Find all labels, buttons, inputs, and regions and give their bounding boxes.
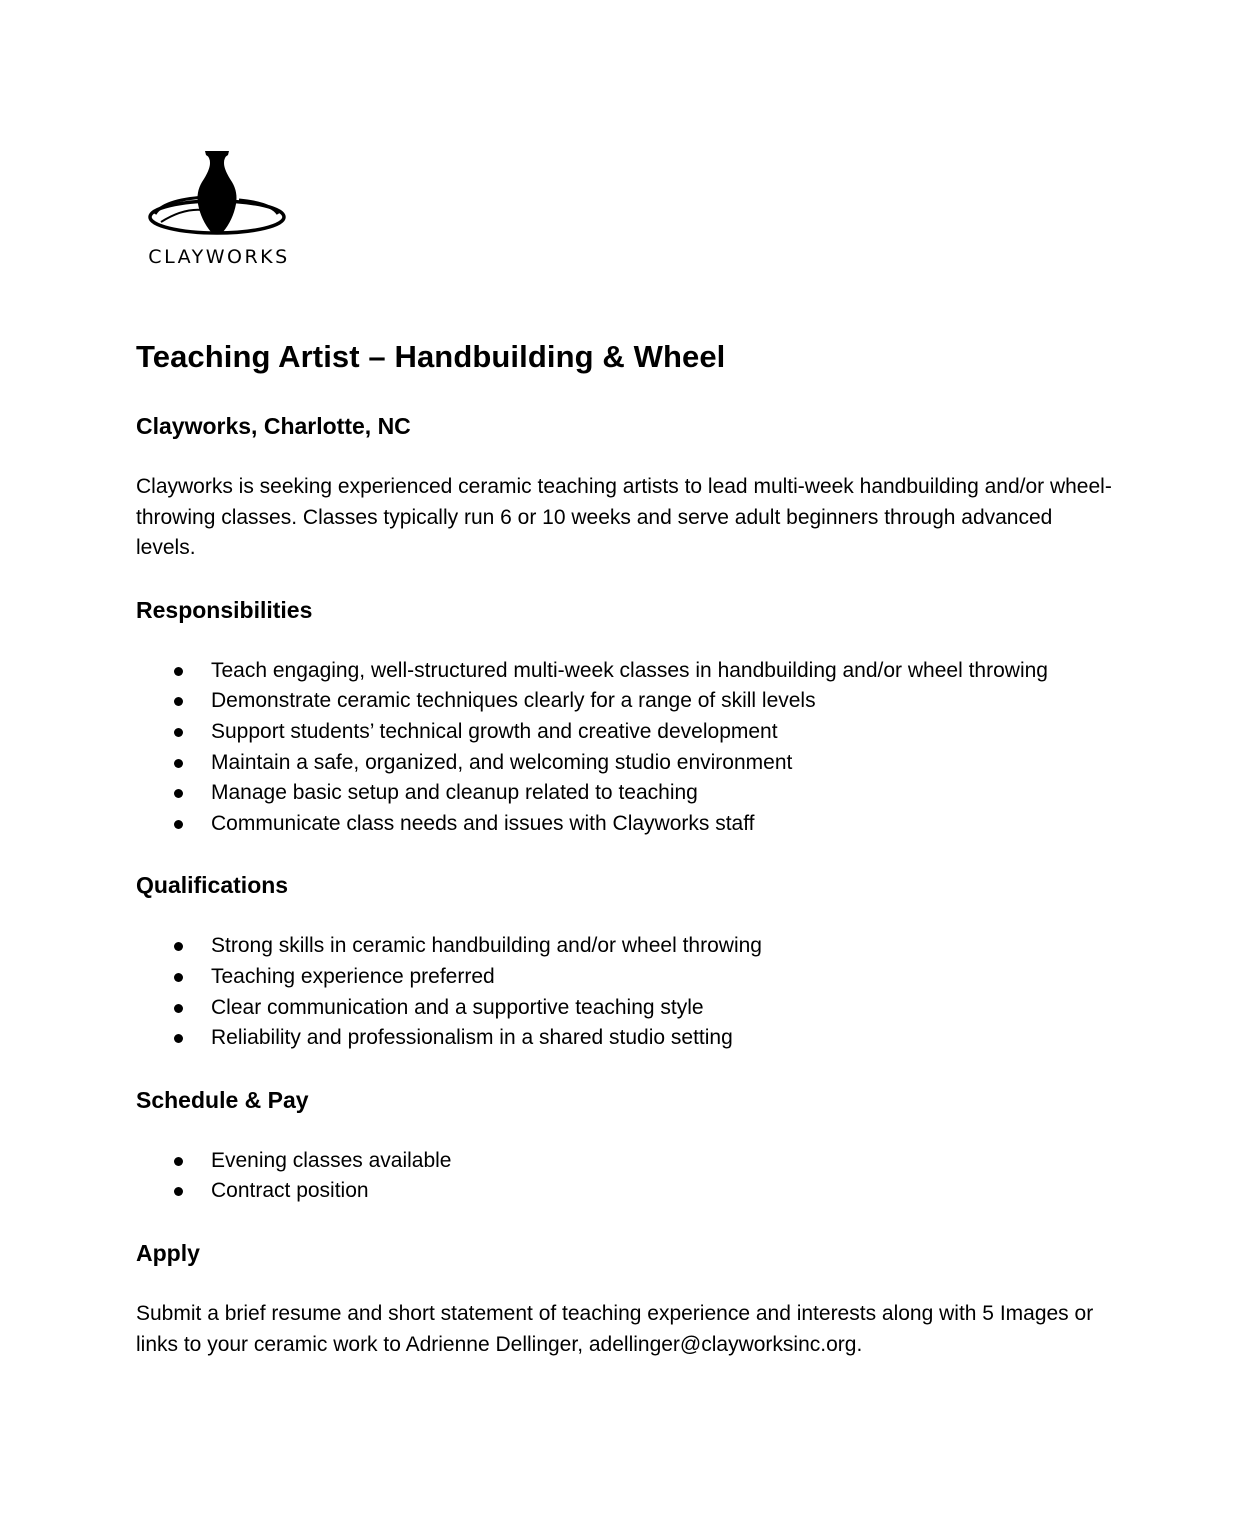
responsibilities-list: [136, 656, 1116, 840]
qualifications-list: [136, 931, 1116, 1053]
clayworks-logo: [143, 148, 293, 273]
bullet-icon: [174, 697, 183, 706]
list-item: Communicate class needs and issues with Clayworks staff: [136, 809, 1116, 840]
responsibilities-heading: Responsibilities: [136, 596, 313, 623]
list-item: Strong skills in ceramic handbuilding and/or wheel throwing: [136, 931, 1116, 962]
bullet-icon: [174, 1004, 183, 1013]
apply-instructions: Submit a brief resume and short statement of teaching experience and interests along with 5 Images or links to your ceramic work to Adrienne Dellinger, adellinger@clayworksinc.org.: [136, 1301, 1094, 1356]
bullet-icon: [174, 1157, 183, 1166]
list-item: Reliability and professionalism in a shared studio setting: [136, 1023, 1116, 1054]
list-item: Clear communication and a supportive teaching style: [136, 993, 1116, 1024]
bullet-icon: [174, 789, 183, 798]
list-item: Teaching experience preferred: [136, 962, 1116, 993]
list-item: Contract position: [136, 1176, 1116, 1207]
bullet-icon: [174, 820, 183, 829]
bullet-icon: [174, 667, 183, 676]
vase-on-wheel-icon: [143, 148, 293, 273]
page-title: Teaching Artist – Handbuilding & Wheel: [136, 339, 726, 374]
list-item: Evening classes available: [136, 1146, 1116, 1177]
bullet-icon: [174, 973, 183, 982]
bullet-icon: [174, 1187, 183, 1196]
intro-paragraph: Clayworks is seeking experienced ceramic teaching artists to lead multi-week handbuilding and/or wheel-throwing classes. Classes typically run 6 or 10 weeks and serve adult beginners through advanced levels.: [136, 475, 1112, 560]
organization-location: Clayworks, Charlotte, NC: [136, 413, 411, 439]
schedule-pay-list: [136, 1146, 1116, 1207]
schedule-pay-heading: Schedule & Pay: [136, 1086, 309, 1113]
qualifications-heading: Qualifications: [136, 872, 289, 899]
list-item: Manage basic setup and cleanup related to teaching: [136, 778, 1116, 809]
bullet-icon: [174, 728, 183, 737]
list-item: Support students’ technical growth and creative development: [136, 717, 1116, 748]
list-item: Maintain a safe, organized, and welcoming studio environment: [136, 748, 1116, 779]
list-item: Teach engaging, well-structured multi-week classes in handbuilding and/or wheel throwing: [136, 656, 1116, 687]
list-item: Demonstrate ceramic techniques clearly for a range of skill levels: [136, 686, 1116, 717]
logo-text: CLAYWORKS: [148, 246, 290, 268]
apply-heading: Apply: [136, 1239, 200, 1266]
bullet-icon: [174, 942, 183, 951]
job-posting: [136, 330, 1116, 1360]
bullet-icon: [174, 1034, 183, 1043]
bullet-icon: [174, 759, 183, 768]
